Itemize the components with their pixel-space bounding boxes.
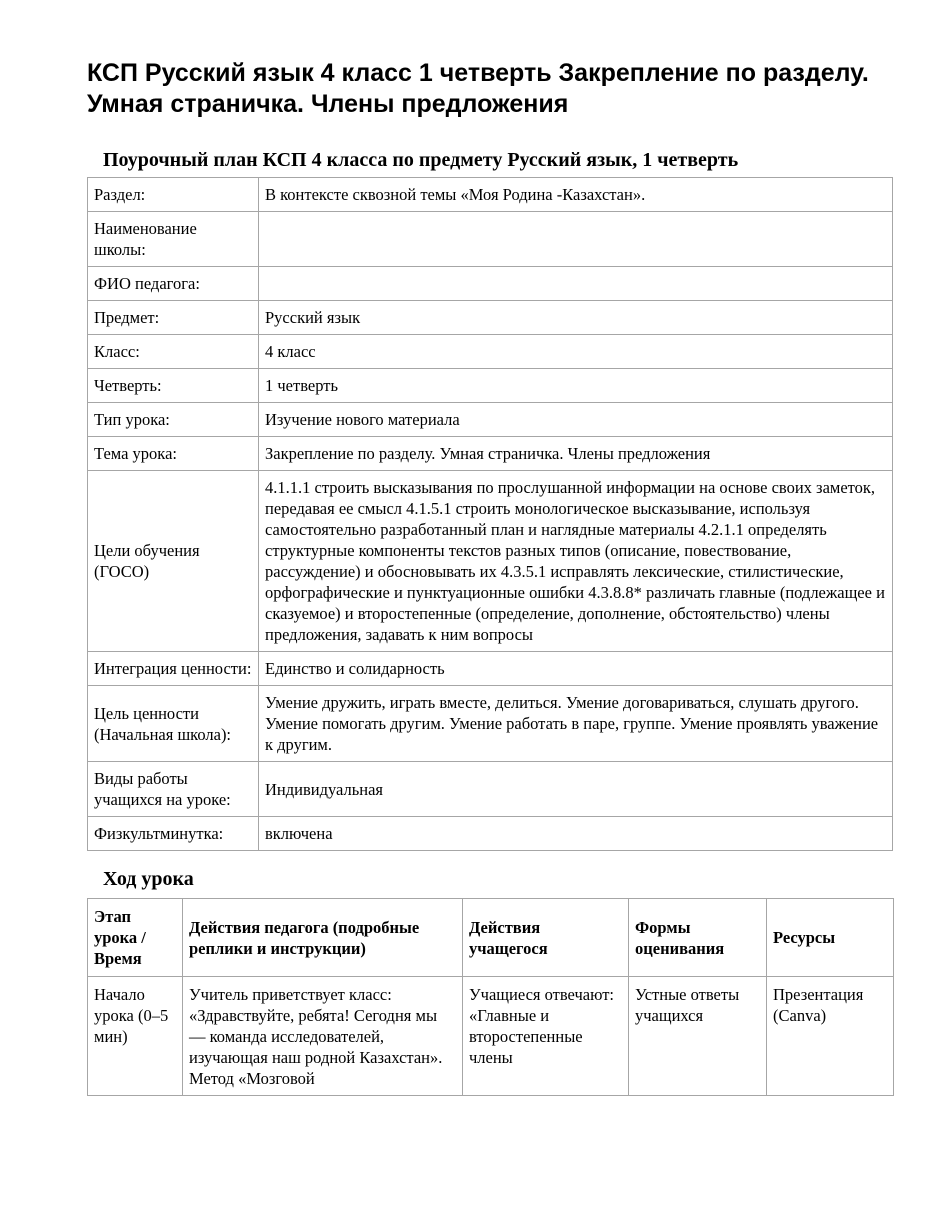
lesson-plan-table xyxy=(87,177,893,851)
table-cell: Презентация (Canva) xyxy=(767,977,894,1096)
table-row xyxy=(88,471,893,652)
plan-row-value xyxy=(259,212,893,267)
plan-row-label: Цели обучения (ГОСО) xyxy=(88,471,259,652)
plan-heading: Поурочный план КСП 4 класса по предмету Русский язык, 1 четверть xyxy=(103,149,739,171)
table-row xyxy=(88,403,893,437)
document-page xyxy=(87,58,893,1096)
table-row xyxy=(88,686,893,762)
table-row xyxy=(88,178,893,212)
plan-row-label: Раздел: xyxy=(88,178,259,212)
plan-row-label: Физкультминутка: xyxy=(88,817,259,851)
table-header-row xyxy=(88,899,894,977)
plan-row-label: Наименование школы: xyxy=(88,212,259,267)
column-header: Формы оценивания xyxy=(629,899,767,977)
plan-row-value: Русский язык xyxy=(259,301,893,335)
plan-row-value xyxy=(259,267,893,301)
table-row xyxy=(88,301,893,335)
table-cell: Начало урока (0–5 мин) xyxy=(88,977,183,1096)
table-row xyxy=(88,212,893,267)
plan-row-value: 4 класс xyxy=(259,335,893,369)
table-cell: Устные ответы учащихся xyxy=(629,977,767,1096)
plan-row-value: 4.1.1.1 строить высказывания по прослушанной информации на основе своих заметок, передавая ее смысл 4.1.5.1 строить монологическое высказывание, используя самостоятельно разработанный план и наглядные материалы 4.2.1.1 определять структурные компоненты текстов разных типов (описание, повествование, рассуждение) и обосновывать их 4.3.5.1 исправлять лексические, стилистические, орфографические и пунктуационные ошибки 4.3.8.8* различать главные (подлежащее и сказуемое) и второстепенные (определение, дополнение, обстоятельство) члены предложения, задавать к ним вопросы xyxy=(259,471,893,652)
table-cell: Учащиеся отвечают: «Главные и второстепенные члены xyxy=(463,977,629,1096)
plan-row-label: Интеграция ценности: xyxy=(88,652,259,686)
column-header: Действия педагога (подробные реплики и инструкции) xyxy=(183,899,463,977)
column-header: Ресурсы xyxy=(767,899,894,977)
table-cell: Учитель приветствует класс: «Здравствуйте, ребята! Сегодня мы — команда исследователей, изучающая наш родной Казахстан». Метод «Мозговой xyxy=(183,977,463,1096)
plan-row-label: Класс: xyxy=(88,335,259,369)
plan-row-value: Индивидуальная xyxy=(259,762,893,817)
plan-row-label: Четверть: xyxy=(88,369,259,403)
table-row xyxy=(88,977,894,1096)
plan-row-value: Умение дружить, играть вместе, делиться. Умение договариваться, слушать другого. Умение помогать другим. Умение работать в паре, группе. Умение проявлять уважение к другим. xyxy=(259,686,893,762)
table-row xyxy=(88,267,893,301)
table-row xyxy=(88,762,893,817)
lesson-progress-heading: Ход урока xyxy=(103,868,194,890)
table-row xyxy=(88,369,893,403)
plan-row-value: Единство и солидарность xyxy=(259,652,893,686)
plan-row-label: Цель ценности (Начальная школа): xyxy=(88,686,259,762)
plan-row-value: Закрепление по разделу. Умная страничка. Члены предложения xyxy=(259,437,893,471)
plan-row-label: Тема урока: xyxy=(88,437,259,471)
table-row xyxy=(88,817,893,851)
plan-row-label: Виды работы учащихся на уроке: xyxy=(88,762,259,817)
plan-row-label: Предмет: xyxy=(88,301,259,335)
plan-row-label: Тип урока: xyxy=(88,403,259,437)
document-title: КСП Русский язык 4 класс 1 четверть Закрепление по разделу. Умная страничка. Члены предложения xyxy=(87,59,869,118)
plan-row-value: 1 четверть xyxy=(259,369,893,403)
lesson-progress-table xyxy=(87,898,894,1096)
plan-row-value: Изучение нового материала xyxy=(259,403,893,437)
plan-row-label: ФИО педагога: xyxy=(88,267,259,301)
column-header: Этап урока / Время xyxy=(88,899,183,977)
table-row xyxy=(88,652,893,686)
table-row xyxy=(88,335,893,369)
plan-row-value: В контексте сквозной темы «Моя Родина -Казахстан». xyxy=(259,178,893,212)
column-header: Действия учащегося xyxy=(463,899,629,977)
plan-row-value: включена xyxy=(259,817,893,851)
table-row xyxy=(88,437,893,471)
